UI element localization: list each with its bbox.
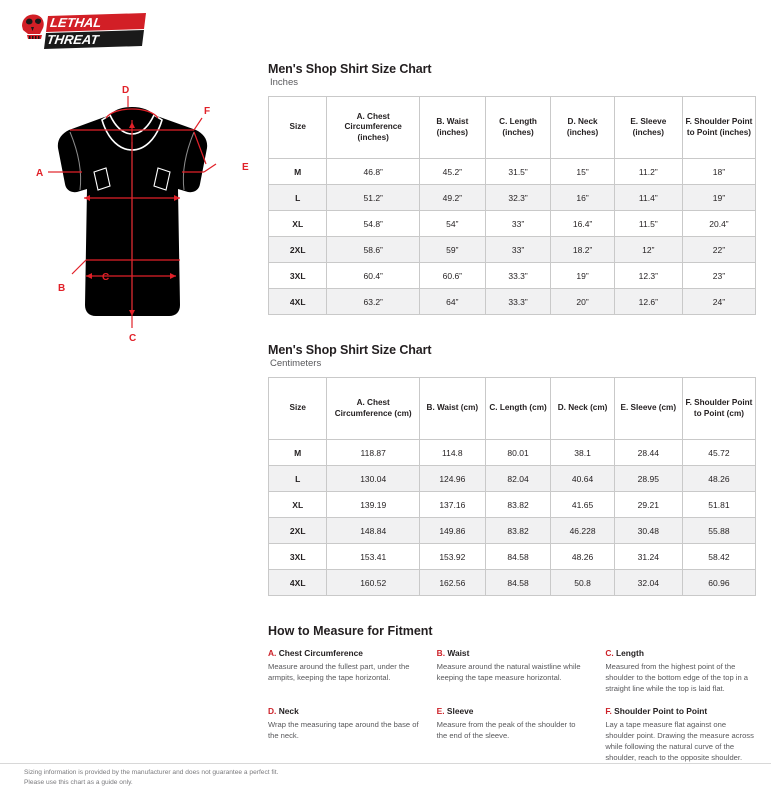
cell-waist: 59” xyxy=(419,237,485,263)
col-size: Size xyxy=(269,378,327,440)
cell-waist: 64” xyxy=(419,289,485,315)
cell-sleeve: 12.3” xyxy=(614,263,682,289)
cell-length: 32.3” xyxy=(485,185,551,211)
howto-item-length xyxy=(605,648,756,694)
cell-size: L xyxy=(269,466,327,492)
cell-size: XL xyxy=(269,211,327,237)
howto-heading xyxy=(437,706,588,716)
cell-sleeve: 28.95 xyxy=(614,466,682,492)
howto-text: Lay a tape measure flat against one shoulder point. Drawing the measure across while following the natural curve of the shoulder, reach to the opposite shoulder. xyxy=(605,720,754,762)
cell-shoulder: 18” xyxy=(682,159,755,185)
howto-name: Waist xyxy=(445,648,470,658)
cell-sleeve: 29.21 xyxy=(614,492,682,518)
cell-length: 80.01 xyxy=(485,440,551,466)
cell-sleeve: 11.2” xyxy=(614,159,682,185)
cell-size: 4XL xyxy=(269,289,327,315)
label-C: C xyxy=(129,333,137,344)
howto-heading xyxy=(268,648,419,658)
cell-neck: 48.26 xyxy=(551,544,614,570)
howto-item-sleeve xyxy=(437,706,588,763)
howto-heading xyxy=(437,648,588,658)
col-waist: B. Waist (cm) xyxy=(419,378,485,440)
svg-text:THREAT: THREAT xyxy=(45,32,100,47)
cell-length: 33” xyxy=(485,237,551,263)
cell-size: L xyxy=(269,185,327,211)
table-row xyxy=(269,466,756,492)
cell-size: 3XL xyxy=(269,263,327,289)
howto-heading xyxy=(268,706,419,716)
cell-size: M xyxy=(269,440,327,466)
cell-waist: 124.96 xyxy=(419,466,485,492)
howto-grid xyxy=(268,648,756,763)
cell-chest: 139.19 xyxy=(327,492,420,518)
cell-chest: 46.8” xyxy=(327,159,420,185)
section-spacer xyxy=(268,596,756,624)
cm-chart-title: Men's Shop Shirt Size Chart xyxy=(268,343,432,357)
cell-chest: 118.87 xyxy=(327,440,420,466)
footer-line-2: Please use this chart as a guide only. xyxy=(24,779,133,787)
cell-waist: 54” xyxy=(419,211,485,237)
cell-waist: 114.8 xyxy=(419,440,485,466)
cell-size: 3XL xyxy=(269,544,327,570)
cell-length: 84.58 xyxy=(485,544,551,570)
cell-chest: 153.41 xyxy=(327,544,420,570)
howto-heading xyxy=(605,648,756,658)
cell-shoulder: 55.88 xyxy=(682,518,755,544)
label-B: B xyxy=(58,283,66,294)
howto-letter: F. xyxy=(605,706,612,716)
brand-logo xyxy=(18,10,148,54)
table-row xyxy=(269,492,756,518)
cell-chest: 130.04 xyxy=(327,466,420,492)
table-row xyxy=(269,544,756,570)
howto-title: How to Measure for Fitment xyxy=(268,624,433,638)
cell-waist: 49.2” xyxy=(419,185,485,211)
cell-sleeve: 12” xyxy=(614,237,682,263)
cell-neck: 16” xyxy=(551,185,614,211)
cm-chart-subtitle: Centimeters xyxy=(270,358,322,369)
table-row xyxy=(269,263,756,289)
footer-line-1: Sizing information is provided by the manufacturer and does not guarantee a perfect fit. xyxy=(24,769,279,777)
cell-shoulder: 51.81 xyxy=(682,492,755,518)
howto-text: Measure from the peak of the shoulder to the end of the sleeve. xyxy=(436,720,576,740)
table-row xyxy=(269,518,756,544)
cell-chest: 51.2” xyxy=(327,185,420,211)
cell-waist: 162.56 xyxy=(419,570,485,596)
table-row xyxy=(269,570,756,596)
howto-item-chest xyxy=(268,648,419,694)
cell-sleeve: 28.44 xyxy=(614,440,682,466)
howto-text: Measured from the highest point of the shoulder to the bottom edge of the top in a straight line while the top is laid flat. xyxy=(605,662,749,693)
howto-name: Shoulder Point to Point xyxy=(611,706,708,716)
cell-neck: 15” xyxy=(551,159,614,185)
cell-neck: 19” xyxy=(551,263,614,289)
howto-heading xyxy=(605,706,756,716)
cell-length: 31.5” xyxy=(485,159,551,185)
label-D: D xyxy=(122,85,130,96)
cell-length: 33.3” xyxy=(485,263,551,289)
cell-length: 33” xyxy=(485,211,551,237)
cell-waist: 45.2” xyxy=(419,159,485,185)
cell-size: XL xyxy=(269,492,327,518)
cell-length: 82.04 xyxy=(485,466,551,492)
cell-shoulder: 58.42 xyxy=(682,544,755,570)
cell-waist: 153.92 xyxy=(419,544,485,570)
col-length: C. Length (cm) xyxy=(485,378,551,440)
cell-sleeve: 32.04 xyxy=(614,570,682,596)
table-row xyxy=(269,289,756,315)
col-size: Size xyxy=(269,97,327,159)
cell-chest: 60.4” xyxy=(327,263,420,289)
cell-shoulder: 60.96 xyxy=(682,570,755,596)
shirt-diagram-svg xyxy=(10,80,260,360)
inches-chart-subtitle: Inches xyxy=(270,77,298,88)
col-shoulder: F. Shoulder Point to Point (cm) xyxy=(682,378,755,440)
col-waist: B. Waist (inches) xyxy=(419,97,485,159)
col-chest: A. Chest Circumference (inches) xyxy=(327,97,420,159)
col-length: C. Length (inches) xyxy=(485,97,551,159)
cell-neck: 50.8 xyxy=(551,570,614,596)
col-neck: D. Neck (cm) xyxy=(551,378,614,440)
howto-item-waist xyxy=(437,648,588,694)
howto-name: Chest Circumference xyxy=(276,648,363,658)
label-A: A xyxy=(36,168,44,179)
cell-sleeve: 11.4” xyxy=(614,185,682,211)
table-row xyxy=(269,211,756,237)
cell-length: 83.82 xyxy=(485,518,551,544)
footer-divider xyxy=(0,763,771,764)
cell-waist: 149.86 xyxy=(419,518,485,544)
cell-sleeve: 12.6” xyxy=(614,289,682,315)
cell-waist: 137.16 xyxy=(419,492,485,518)
howto-letter: A. xyxy=(268,648,277,658)
lethal-threat-logo-icon xyxy=(18,10,148,54)
section-spacer xyxy=(268,315,756,343)
shirt-measurement-diagram xyxy=(10,80,260,360)
howto-text: Measure around the fullest part, under the armpits, keeping the tape horizontal. xyxy=(268,662,410,682)
cell-neck: 38.1 xyxy=(551,440,614,466)
howto-item-neck xyxy=(268,706,419,763)
cell-neck: 16.4” xyxy=(551,211,614,237)
cell-chest: 63.2” xyxy=(327,289,420,315)
footer-disclaimer xyxy=(24,768,278,788)
howto-item-shoulder xyxy=(605,706,756,763)
cell-neck: 41.65 xyxy=(551,492,614,518)
cell-shoulder: 23” xyxy=(682,263,755,289)
col-neck: D. Neck (inches) xyxy=(551,97,614,159)
howto-letter: B. xyxy=(436,648,446,658)
cell-chest: 54.8” xyxy=(327,211,420,237)
cell-size: M xyxy=(269,159,327,185)
cell-neck: 20” xyxy=(551,289,614,315)
inches-chart-title: Men's Shop Shirt Size Chart xyxy=(268,62,432,76)
howto-name: Sleeve xyxy=(444,706,474,716)
howto-letter: E. xyxy=(436,706,445,716)
cell-chest: 148.84 xyxy=(327,518,420,544)
howto-letter: C. xyxy=(605,648,614,658)
cell-size: 2XL xyxy=(269,518,327,544)
howto-name: Neck xyxy=(276,706,299,716)
col-sleeve: E. Sleeve (cm) xyxy=(614,378,682,440)
cell-shoulder: 24” xyxy=(682,289,755,315)
table-header-row xyxy=(269,97,756,159)
cell-neck: 40.64 xyxy=(551,466,614,492)
label-F: F xyxy=(204,106,211,117)
col-sleeve: E. Sleeve (inches) xyxy=(614,97,682,159)
cell-shoulder: 19” xyxy=(682,185,755,211)
cell-size: 4XL xyxy=(269,570,327,596)
cell-length: 83.82 xyxy=(485,492,551,518)
cell-sleeve: 30.48 xyxy=(614,518,682,544)
col-shoulder: F. Shoulder Point to Point (inches) xyxy=(682,97,755,159)
label-E: E xyxy=(242,162,249,173)
table-row xyxy=(269,185,756,211)
table-row xyxy=(269,159,756,185)
cell-shoulder: 22” xyxy=(682,237,755,263)
col-chest: A. Chest Circumference (cm) xyxy=(327,378,420,440)
size-table-centimeters xyxy=(268,377,756,596)
cell-shoulder: 20.4” xyxy=(682,211,755,237)
cell-shoulder: 48.26 xyxy=(682,466,755,492)
size-chart-content xyxy=(268,62,756,763)
cell-size: 2XL xyxy=(269,237,327,263)
svg-text:LETHAL: LETHAL xyxy=(49,15,103,30)
howto-text: Measure around the natural waistline while keeping the tape measure horizontal. xyxy=(436,662,581,682)
cell-waist: 60.6” xyxy=(419,263,485,289)
size-table-inches xyxy=(268,96,756,315)
cell-neck: 46.228 xyxy=(551,518,614,544)
cell-neck: 18.2” xyxy=(551,237,614,263)
table-header-row xyxy=(269,378,756,440)
cell-chest: 160.52 xyxy=(327,570,420,596)
cell-sleeve: 11.5” xyxy=(614,211,682,237)
cell-length: 33.3” xyxy=(485,289,551,315)
table-row xyxy=(269,237,756,263)
cell-sleeve: 31.24 xyxy=(614,544,682,570)
cell-chest: 58.6” xyxy=(327,237,420,263)
label-C-left: C xyxy=(102,272,110,283)
howto-letter: D. xyxy=(268,706,277,716)
howto-name: Length xyxy=(613,648,644,658)
cell-shoulder: 45.72 xyxy=(682,440,755,466)
howto-text: Wrap the measuring tape around the base of the neck. xyxy=(268,720,419,740)
table-row xyxy=(269,440,756,466)
cell-length: 84.58 xyxy=(485,570,551,596)
